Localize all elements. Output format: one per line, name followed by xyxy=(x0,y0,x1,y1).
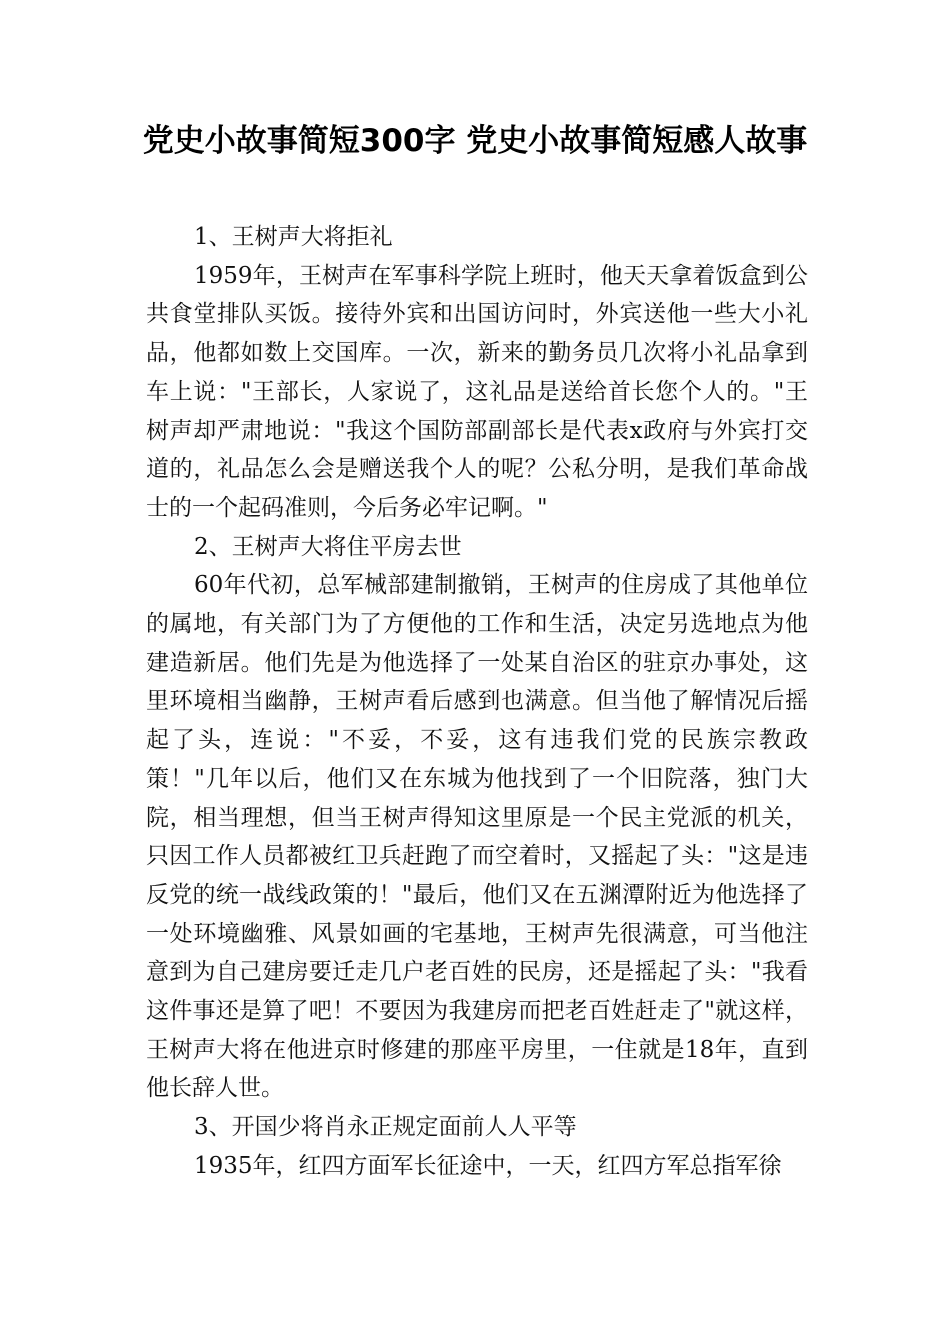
section-paragraph-3: 1935年，红四方面军长征途中，一天，红四方军总指军徐 xyxy=(194,1152,782,1179)
section-paragraph-1: 1959年，王树声在军事科学院上班时，他天天拿着饭盒到公共食堂排队买饭。接待外宾和出国访问时，外宾送他一些大小礼品，他都如数上交国库。一次，新来的勤务员几次将小礼品拿到车上说："王部长，人家说了，这礼品是送给首长您个人的。"王树声却严肃地说："我这个国防部副部长是代表x政府与外宾打交道的，礼品怎么会是赠送我个人的呢？公私分明，是我们革命战士的一个起码准则，今后务必牢记啊。" xyxy=(146,262,808,521)
document-title: 党史小故事简短300字 党史小故事简短感人故事 xyxy=(142,123,808,159)
document-body xyxy=(146,218,808,1186)
section-heading-1: 1、王树声大将拒礼 xyxy=(194,224,393,250)
section-heading-3: 3、开国少将肖永正规定面前人人平等 xyxy=(194,1114,577,1141)
section-heading-2: 2、王树声大将住平房去世 xyxy=(194,533,462,560)
section-paragraph-2: 60年代初，总军械部建制撤销，王树声的住房成了其他单位的属地，有关部门为了方便他的工作和生活，决定另选地点为他建造新居。他们先是为他选择了一处某自治区的驻京办事处，这里环境相当幽静，王树声看后感到也满意。但当他了解情况后摇起了头，连说："不妥，不妥，这有违我们党的民族宗教政策！"几年以后，他们又在东城为他找到了一个旧院落，独门大院，相当理想，但当王树声得知这里原是一个民主党派的机关，只因工作人员都被红卫兵赶跑了而空着时，又摇起了头："这是违反党的统一战线政策的！"最后，他们又在五渊潭附近为他选择了一处环境幽雅、风景如画的宅基地，王树声先很满意，可当他注意到为自己建房要迁走几户老百姓的民房，还是摇起了头："我看这件事还是算了吧！不要因为我建房而把老百姓赶走了"就这样，王树声大将在他进京时修建的那座平房里，一住就是18年，直到他长辞人世。 xyxy=(146,572,808,1102)
